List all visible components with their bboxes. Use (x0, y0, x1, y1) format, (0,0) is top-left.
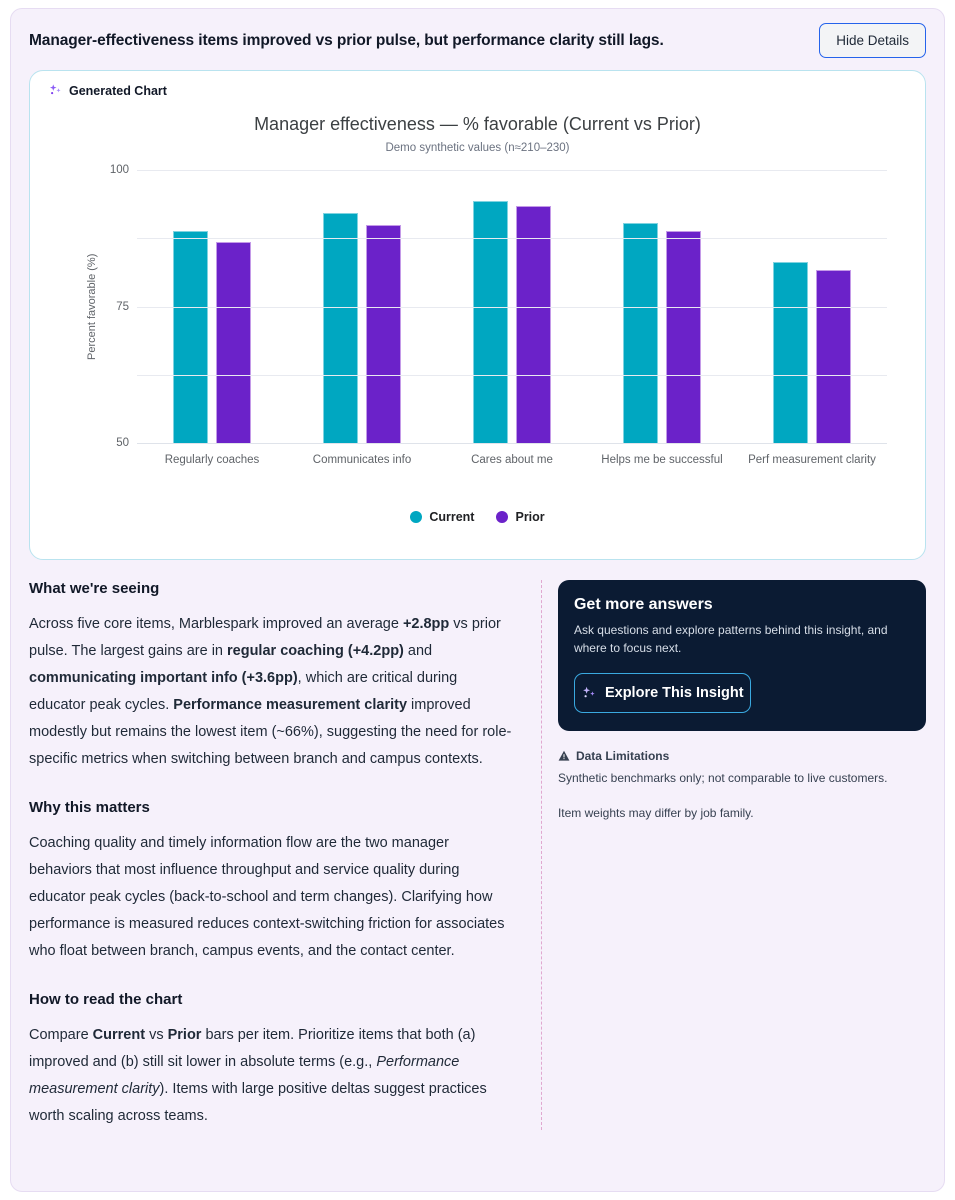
text-run: bars per item. Prioritize items that both (a) improved and (b) still sit lower in absolute terms (e.g., (29, 1027, 476, 1070)
bar-current[interactable] (173, 231, 208, 443)
text-run: ). Items with large positive deltas suggest practices worth scaling across teams. (29, 1081, 487, 1124)
sparkle-icon (581, 685, 597, 701)
what-were-seeing-body (29, 611, 513, 773)
text-run: vs prior pulse. The largest gains are in (29, 616, 501, 659)
grid-line (116, 307, 887, 449)
grid-line (116, 238, 887, 313)
grid-line (109, 164, 887, 176)
insight-panel (10, 8, 945, 1192)
bar-prior[interactable] (216, 242, 251, 443)
how-to-read-heading: How to read the chart (29, 991, 183, 1008)
what-were-seeing-heading: What we're seeing (29, 580, 160, 597)
why-this-matters-body: Coaching quality and timely information flow are the two manager behaviors that most influence throughput and service quality during educator peak cycles (back-to-school and term changes). Clarifying how performance is measured reduces context-switching friction for associates who float between branch, campus events, and the contact center. (29, 835, 505, 959)
sparkle-icon (48, 83, 63, 98)
bar-current[interactable] (773, 262, 808, 443)
warning-triangle-icon (558, 750, 570, 762)
chart-legend (30, 510, 925, 524)
chart-subtitle: Demo synthetic values (n≈210–230) (385, 142, 570, 154)
text-run: vs (145, 1027, 168, 1043)
legend-item[interactable] (496, 510, 544, 524)
how-to-read-body (29, 1022, 513, 1130)
generated-chart-header (30, 71, 925, 98)
legend-label: Current (429, 510, 475, 524)
legend-item[interactable] (410, 510, 474, 524)
data-limitations-title: Data Limitations (575, 749, 670, 763)
emphasis-bold: regular coaching (+4.2pp) (227, 643, 404, 659)
chart-grid-area (109, 164, 887, 449)
chart-plot (30, 162, 925, 492)
generated-chart-label: Generated Chart (69, 83, 167, 98)
y-axis-tick: 100 (109, 164, 129, 176)
emphasis-bold: Prior (167, 1027, 202, 1043)
insight-body (11, 560, 944, 1130)
hide-details-button[interactable]: Hide Details (819, 23, 926, 58)
generated-chart-card (29, 70, 926, 560)
emphasis-bold: communicating important info (+3.6pp) (29, 670, 298, 686)
data-limitations-body-1: Synthetic benchmarks only; not comparable to live customers. (557, 771, 888, 785)
emphasis-italic: Performance measurement clarity (29, 1054, 460, 1097)
bar-current[interactable] (623, 223, 658, 443)
legend-swatch (496, 511, 508, 523)
insight-text-column (29, 580, 525, 1130)
text-run: improved modestly but remains the lowest item (~66%), suggesting the need for role-specific metrics when switching between branch and campus contexts. (29, 697, 512, 767)
grid-line (137, 375, 887, 376)
cta-subtitle: Ask questions and explore patterns behind this insight, and where to focus next. (573, 623, 888, 655)
text-run: , which are critical during educator peak cycles. (29, 670, 458, 713)
x-axis-tick: Perf measurement clarity (748, 454, 876, 466)
y-axis-tick: 50 (116, 437, 129, 449)
bar-prior[interactable] (366, 225, 401, 443)
bar-current[interactable] (323, 213, 358, 443)
get-more-answers-card (558, 580, 926, 731)
x-axis-tick: Helps me be successful (601, 454, 723, 466)
cta-title: Get more answers (573, 596, 713, 613)
text-run: Across five core items, Marblespark improved an average (29, 616, 403, 632)
insight-sidebar-column (558, 580, 926, 1130)
column-divider (541, 580, 542, 1130)
text-run: Compare (29, 1027, 93, 1043)
why-this-matters-heading: Why this matters (29, 799, 150, 816)
x-axis-tick: Regularly coaches (164, 454, 260, 466)
explore-this-insight-button[interactable] (574, 673, 751, 713)
legend-label: Prior (515, 510, 545, 524)
x-axis-tick: Cares about me (471, 454, 553, 466)
legend-swatch (410, 511, 422, 523)
chart-title: Manager effectiveness — % favorable (Current vs Prior) (254, 114, 701, 134)
bar-prior[interactable] (516, 206, 551, 443)
y-axis-tick: 75 (116, 300, 129, 313)
grid-line (137, 443, 887, 444)
x-axis-tick: Communicates info (312, 454, 412, 466)
emphasis-bold: +2.8pp (402, 616, 450, 632)
text-run: and (403, 643, 433, 659)
y-axis-label: Percent favorable (%) (86, 253, 98, 360)
bar-prior[interactable] (666, 231, 701, 443)
data-limitations-body-2: Item weights may differ by job family. (557, 806, 754, 820)
emphasis-bold: Performance measurement clarity (173, 697, 408, 713)
page-title: Manager-effectiveness items improved vs prior pulse, but performance clarity still lags. (29, 31, 664, 49)
x-axis-labels (137, 454, 887, 466)
bar-prior[interactable] (816, 270, 851, 443)
emphasis-bold: Current (92, 1027, 146, 1043)
explore-this-insight-label: Explore This Insight (604, 685, 744, 701)
data-limitations-header (558, 749, 926, 763)
panel-header (11, 9, 944, 68)
